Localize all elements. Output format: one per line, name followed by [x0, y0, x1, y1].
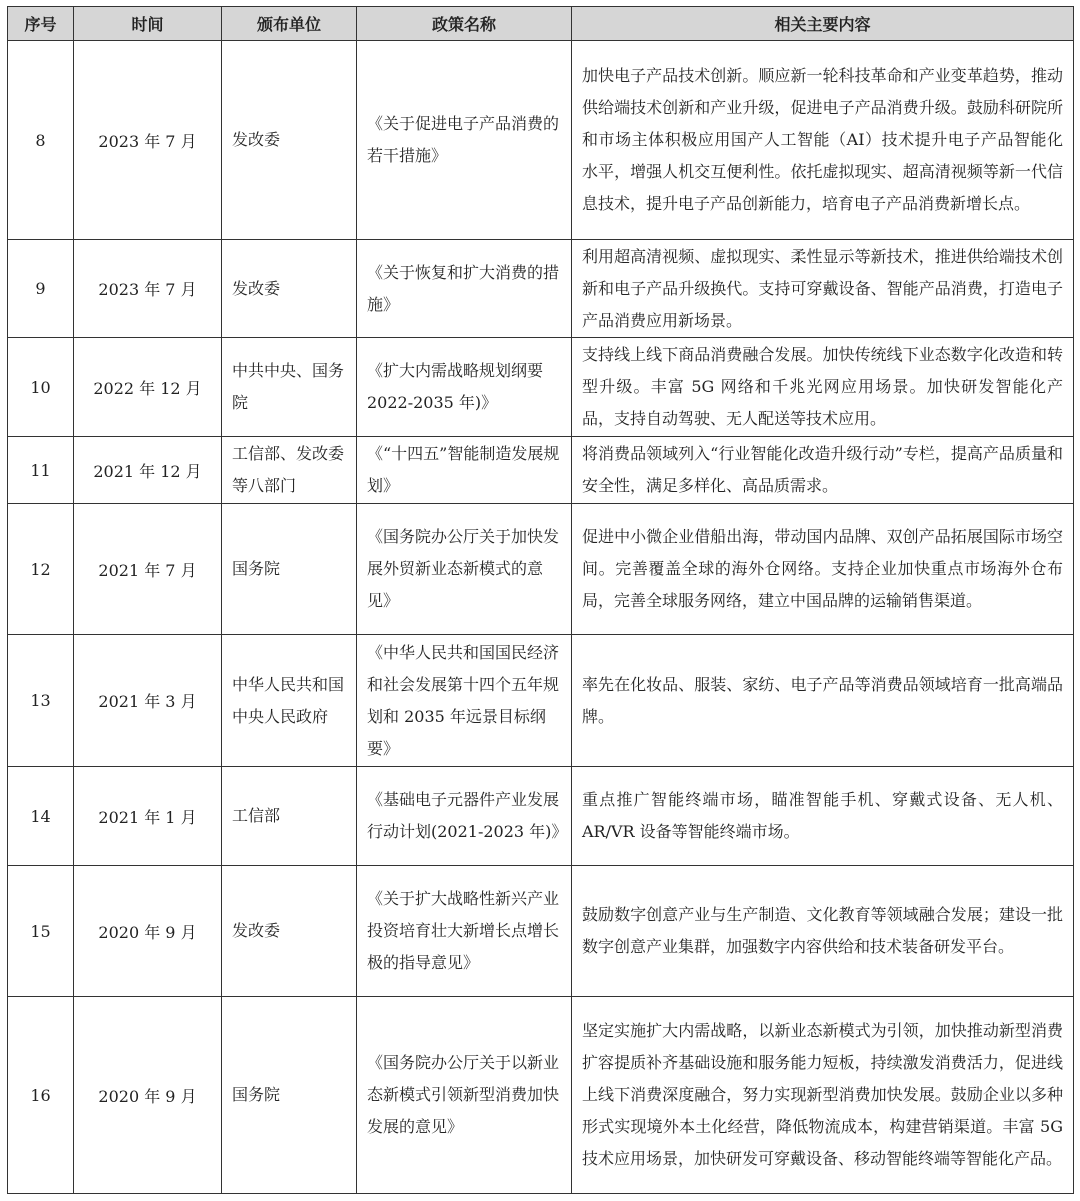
table-row — [8, 437, 1074, 504]
row-issuer: 发改委 — [222, 866, 357, 997]
row-content: 重点推广智能终端市场，瞄准智能手机、穿戴式设备、无人机、AR/VR 设备等智能终端市场。 — [572, 767, 1074, 866]
row-index: 16 — [8, 997, 74, 1194]
row-content: 坚定实施扩大内需战略，以新业态新模式为引领，加快推动新型消费扩容提质补齐基础设施和服务能力短板，持续激发消费活力，促进线上线下消费深度融合，努力实现新型消费加快发展。鼓励企业以多种形式实现境外本土化经营，降低物流成本，构建营销渠道。丰富 5G 技术应用场景，加快研发可穿戴设备、移动智能终端等智能化产品。 — [572, 997, 1074, 1194]
row-policy: 《中华人民共和国国民经济和社会发展第十四个五年规划和 2035 年远景目标纲要》 — [357, 635, 572, 767]
table-row — [8, 41, 1074, 240]
table-row — [8, 504, 1074, 635]
row-index: 14 — [8, 767, 74, 866]
row-policy: 《关于恢复和扩大消费的措施》 — [357, 240, 572, 338]
row-content: 促进中小微企业借船出海，带动国内品牌、双创产品拓展国际市场空间。完善覆盖全球的海外仓网络。支持企业加快重点市场海外仓布局，完善全球服务网络，建立中国品牌的运输销售渠道。 — [572, 504, 1074, 635]
row-content: 鼓励数字创意产业与生产制造、文化教育等领域融合发展；建设一批数字创意产业集群，加强数字内容供给和技术装备研发平台。 — [572, 866, 1074, 997]
header-index: 序号 — [8, 7, 74, 41]
row-issuer: 中共中央、国务院 — [222, 338, 357, 437]
row-content: 将消费品领域列入“行业智能化改造升级行动”专栏，提高产品质量和安全性，满足多样化、高品质需求。 — [572, 437, 1074, 504]
table-row — [8, 635, 1074, 767]
row-issuer: 国务院 — [222, 504, 357, 635]
row-policy: 《“十四五”智能制造发展规划》 — [357, 437, 572, 504]
table-row — [8, 866, 1074, 997]
row-date: 2021 年 12 月 — [74, 437, 222, 504]
row-date: 2021 年 1 月 — [74, 767, 222, 866]
table-row — [8, 338, 1074, 437]
header-issuer: 颁布单位 — [222, 7, 357, 41]
row-date: 2021 年 7 月 — [74, 504, 222, 635]
row-policy: 《扩大内需战略规划纲要 2022-2035 年)》 — [357, 338, 572, 437]
row-content: 加快电子产品技术创新。顺应新一轮科技革命和产业变革趋势，推动供给端技术创新和产业升级，促进电子产品消费升级。鼓励科研院所和市场主体积极应用国产人工智能（AI）技术提升电子产品智能化水平，增强人机交互便利性。依托虚拟现实、超高清视频等新一代信息技术，提升电子产品创新能力，培育电子产品消费新增长点。 — [572, 41, 1074, 240]
row-index: 10 — [8, 338, 74, 437]
row-index: 9 — [8, 240, 74, 338]
row-date: 2023 年 7 月 — [74, 41, 222, 240]
row-content: 支持线上线下商品消费融合发展。加快传统线下业态数字化改造和转型升级。丰富 5G 网络和千兆光网应用场景。加快研发智能化产品，支持自动驾驶、无人配送等技术应用。 — [572, 338, 1074, 437]
header-policy: 政策名称 — [357, 7, 572, 41]
header-date: 时间 — [74, 7, 222, 41]
table-row — [8, 767, 1074, 866]
row-policy: 《国务院办公厅关于加快发展外贸新业态新模式的意见》 — [357, 504, 572, 635]
row-content: 利用超高清视频、虚拟现实、柔性显示等新技术，推进供给端技术创新和电子产品升级换代。支持可穿戴设备、智能产品消费，打造电子产品消费应用新场景。 — [572, 240, 1074, 338]
row-issuer: 中华人民共和国中央人民政府 — [222, 635, 357, 767]
row-policy: 《基础电子元器件产业发展行动计划(2021-2023 年)》 — [357, 767, 572, 866]
header-content: 相关主要内容 — [572, 7, 1074, 41]
row-issuer: 发改委 — [222, 41, 357, 240]
row-issuer: 工信部 — [222, 767, 357, 866]
row-index: 8 — [8, 41, 74, 240]
row-policy: 《国务院办公厅关于以新业态新模式引领新型消费加快发展的意见》 — [357, 997, 572, 1194]
row-policy: 《关于促进电子产品消费的若干措施》 — [357, 41, 572, 240]
table-row — [8, 240, 1074, 338]
table-row — [8, 997, 1074, 1194]
row-index: 11 — [8, 437, 74, 504]
row-index: 13 — [8, 635, 74, 767]
row-date: 2020 年 9 月 — [74, 997, 222, 1194]
row-issuer: 发改委 — [222, 240, 357, 338]
row-index: 15 — [8, 866, 74, 997]
row-policy: 《关于扩大战略性新兴产业投资培育壮大新增长点增长极的指导意见》 — [357, 866, 572, 997]
row-index: 12 — [8, 504, 74, 635]
row-date: 2023 年 7 月 — [74, 240, 222, 338]
row-content: 率先在化妆品、服装、家纺、电子产品等消费品领域培育一批高端品牌。 — [572, 635, 1074, 767]
row-issuer: 国务院 — [222, 997, 357, 1194]
header-row — [8, 7, 1074, 41]
row-date: 2021 年 3 月 — [74, 635, 222, 767]
row-date: 2022 年 12 月 — [74, 338, 222, 437]
row-date: 2020 年 9 月 — [74, 866, 222, 997]
row-issuer: 工信部、发改委等八部门 — [222, 437, 357, 504]
policy-table — [7, 6, 1074, 1194]
